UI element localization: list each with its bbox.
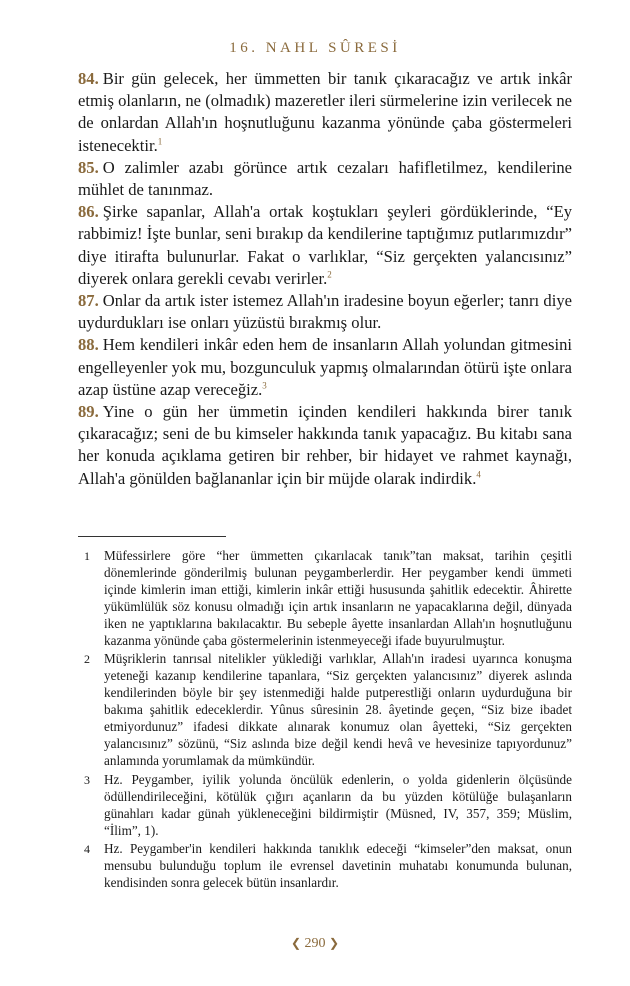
left-ornament-icon: ❮ bbox=[290, 936, 301, 950]
footnote-text: Müfessirlere göre “her ümmetten çıkarılacak tanık”tan maksat, tarihin çeşitli dönemlerinde gönderilmiş bulunan peygamberlerdir. Her peygamber kendi ümmeti içinde kimlerin iman ettiği, kimlerin inkâr ettiği hususunda şahitlik edecektir. Âhirette yükümlülük söz konusu olmadığı için artık insanların ne yapacaklarına değil, dünyada iken ne yaptıklarına bakılacaktır. Bu sebeple âyette insanlardan Allah'ın hoşnutluğunu kazanma yönünde çaba göstermelerinin istenmeyeceği ifade buyurulmuştur. bbox=[104, 548, 572, 648]
footnote-text: Hz. Peygamber, iyilik yolunda öncülük edenlerin, o yolda gidenlerin ölçüsünde ödüllendirileceğini, kötülük çığırı açanların da bu yüzden kötülüğe bulaşanların günahları kadar günah yükleneceğini bildirmiştir (Müsned, IV, 357, 359; Müslim, “İlim”, 1). bbox=[104, 771, 572, 838]
verse-text: Hem kendileri inkâr eden hem de insanların Allah yolundan gitmesini engelleyenler yok mu, bozgunculuk yapmış olmalarından ötürü işte onlara azap üstüne azap vereceğiz. bbox=[78, 335, 572, 399]
footnote-4 bbox=[78, 841, 572, 892]
footnote-3 bbox=[78, 772, 572, 840]
verse-text: Şirke sapanlar, Allah'a ortak koştukları şeyleri gördüklerinde, “Ey rabbimiz! İşte bunlar, seni bırakıp da kendilerine taptığımız putlarımızdır” diye itirafta bulunurlar. Fakat o varlıklar, “Siz gerçekten yalancısınız” diyerek onlara gerekli cevabı verirler. bbox=[78, 202, 572, 288]
footnotes bbox=[78, 548, 572, 894]
verse-number: 88. bbox=[78, 335, 99, 355]
verse-89 bbox=[78, 401, 572, 490]
verse-number: 87. bbox=[78, 291, 99, 311]
page-number bbox=[0, 936, 630, 952]
footnote-ref[interactable]: 4 bbox=[476, 469, 481, 480]
verse-number: 86. bbox=[78, 202, 99, 222]
footnote-2 bbox=[78, 651, 572, 769]
running-header: 16. NAHL SÛRESİ bbox=[229, 40, 401, 56]
footnote-number: 2 bbox=[84, 652, 90, 667]
verse-number: 89. bbox=[78, 402, 99, 422]
verse-number: 85. bbox=[78, 157, 99, 177]
verse-88 bbox=[78, 334, 572, 401]
verse-block bbox=[78, 68, 572, 490]
footnote-text: Müşriklerin tanrısal nitelikler yüklediği varlıklar, Allah'ın iradesi uyarınca konuşma yeteneği kazanıp kendilerine tapanlara, “Siz gerçekten yalancısınız” diyerek aslında kendilerinden böyle bir şey istenmediği halde putperestliği onların uydurduğuna bir bakıma şahitlik edeceklerdir. Yûnus sûresinin 28. âyetinde geçen, “Siz bize ibadet etmiyordunuz” ifadesi dikkate alınarak konumuz olan âyetteki, “Siz gerçekten yalancısınız” sözünü, “Siz aslında bize değil kendi hevâ ve hevesinize tapıyordunuz” anlamında yorumlamak da mümkündür. bbox=[104, 651, 572, 768]
footnote-number: 3 bbox=[84, 772, 90, 787]
verse-87 bbox=[78, 290, 572, 334]
right-ornament-icon: ❯ bbox=[329, 936, 340, 950]
verse-text: Yine o gün her ümmetin içinden kendileri hakkında birer tanık çıkaracağız; seni de bu kimseler hakkında tanık yapacağız. Bu kitabı sana her konuda açıklama getiren bir rehber, bir hidayet ve rahmet kaynağı, Allah'a gönülden bağlananlar için bir müjde olarak indirdik. bbox=[78, 402, 572, 488]
footnote-ref[interactable]: 3 bbox=[262, 380, 267, 391]
footnote-1 bbox=[78, 548, 572, 649]
footnote-ref[interactable]: 2 bbox=[327, 269, 332, 280]
verse-text: Onlar da artık ister istemez Allah'ın iradesine boyun eğerler; tanrı diye uydurdukları ise onları yüzüstü bırakmış olur. bbox=[78, 291, 572, 333]
verse-84 bbox=[78, 68, 572, 157]
verse-85 bbox=[78, 157, 572, 201]
footnote-ref[interactable]: 1 bbox=[157, 136, 163, 147]
verse-text: O zalimler azabı görünce artık cezaları hafifletilmez, kendilerine mühlet de tanınmaz. bbox=[78, 157, 572, 200]
footnote-text: Hz. Peygamber'in kendileri hakkında tanıklık edeceği “kimseler”den maksat, onun mensubu bulunduğu toplum ile evrensel davetinin muhatabı konumunda bulunan, kendisinden sonra gelecek bütün insanlardır. bbox=[104, 841, 572, 891]
footnote-number: 1 bbox=[84, 549, 90, 563]
verse-text: Bir gün gelecek, her ümmetten bir tanık çıkaracağız ve artık inkâr etmiş olanların, ne (olmadık) mazeretler ileri sürmelerine izin verilecek ne de onlardan Allah'ın hoşnutluğunu kazanma yönünde çaba göstermeleri istenecektir. bbox=[78, 69, 572, 155]
page-number-value: 290 bbox=[304, 936, 326, 951]
footnote-number: 4 bbox=[84, 842, 90, 857]
verse-number: 84. bbox=[78, 69, 99, 88]
verse-86 bbox=[78, 201, 572, 290]
footnote-divider bbox=[78, 536, 226, 537]
